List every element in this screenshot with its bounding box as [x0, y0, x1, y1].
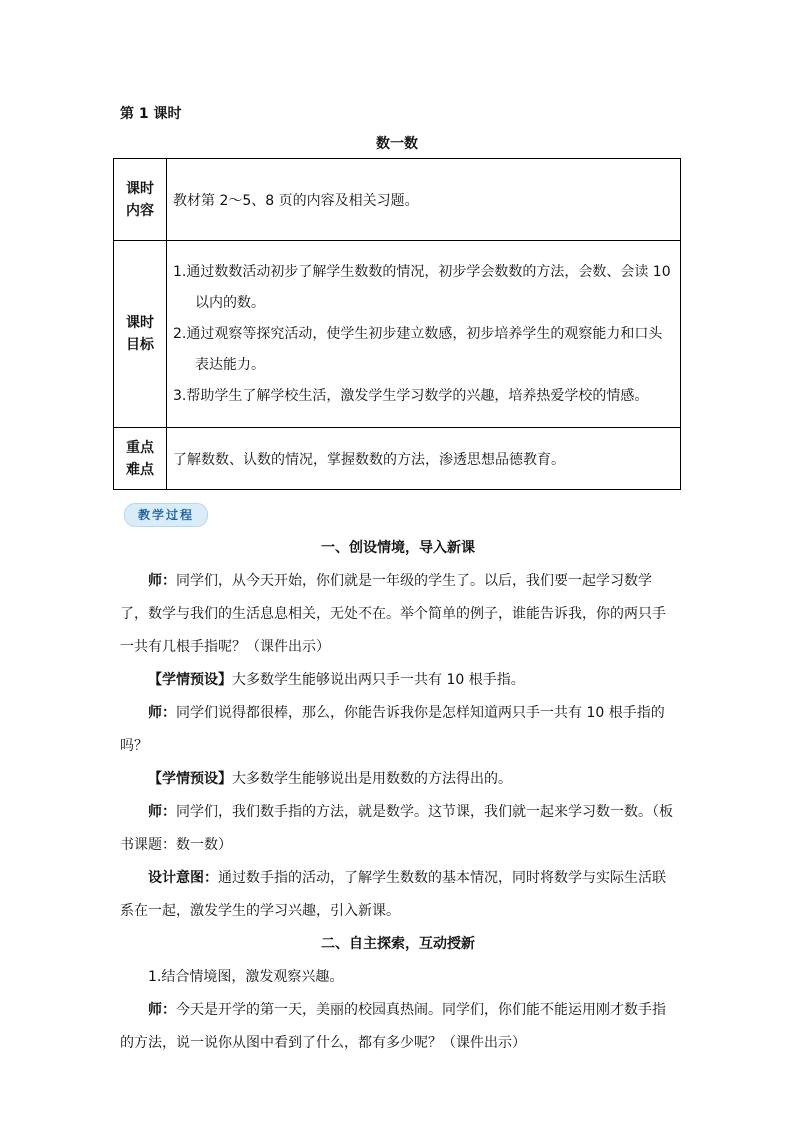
paragraph-text: 通过数手指的活动，了解学生数数的基本情况，同时将数学与实际生活联系在一起，激发学生的学习兴趣，引入新课。	[120, 870, 666, 919]
content-label	[114, 159, 167, 241]
paragraph	[120, 565, 676, 664]
section-heading: 二、自主探索，互动授新	[321, 936, 475, 952]
paragraph	[120, 664, 676, 697]
keypoints-label	[114, 428, 167, 490]
table-row	[114, 241, 681, 428]
paragraph: 1.结合情境图，激发观察兴趣。	[148, 969, 344, 985]
content-label-text: 课时内容	[126, 180, 154, 219]
content-text: 教材第 2～5、8 页的内容及相关习题。	[167, 159, 681, 241]
paragraph-text: 同学们，我们数手指的方法，就是数学。这节课，我们就一起来学习数一数。（板书课题：数一数）	[120, 804, 673, 853]
speaker-label: 师：	[148, 705, 176, 721]
paragraph	[120, 862, 676, 928]
keypoints-text: 了解数数、认数的情况，掌握数数的方法，渗透思想品德教育。	[167, 428, 681, 490]
lesson-title: 数一数	[376, 136, 418, 152]
objective-item: 2.通过观察等探究活动，使学生初步建立数感，初步培养学生的观察能力和口头表达能力。	[173, 325, 663, 373]
objectives-label	[114, 241, 167, 428]
preset-label: 【学情预设】	[148, 672, 232, 688]
objective-item: 3.帮助学生了解学校生活，激发学生学习数学的兴趣，培养热爱学校的情感。	[173, 387, 649, 404]
objectives-list	[167, 241, 681, 428]
paragraph-text: 同学们说得都很棒，那么，你能告诉我你是怎样知道两只手一共有 10 根手指的吗？	[120, 705, 665, 754]
keypoints-label-text: 重点难点	[126, 439, 154, 478]
lesson-body	[120, 532, 676, 1060]
speaker-label: 师：	[148, 1002, 176, 1018]
teaching-process-badge: 教学过程	[124, 503, 208, 527]
preset-label: 【学情预设】	[148, 771, 232, 787]
speaker-label: 师：	[148, 573, 176, 589]
paragraph-text: 今天是开学的第一天，美丽的校园真热闹。同学们，你们能不能运用刚才数手指的方法，说一说你从图中看到了什么，都有多少呢？（课件出示）	[120, 1002, 666, 1051]
paragraph	[120, 994, 676, 1060]
paragraph	[120, 697, 676, 763]
paragraph-text: 大多数学生能够说出是用数数的方法得出的。	[232, 771, 512, 787]
table-row	[114, 159, 681, 241]
paragraph-text: 大多数学生能够说出两只手一共有 10 根手指。	[232, 672, 525, 688]
paragraph-text: 同学们，从今天开始，你们就是一年级的学生了。以后，我们要一起学习数学了，数学与我们的生活息息相关，无处不在。举个简单的例子，谁能告诉我，你的两只手一共有几根手指呢？（课件出示）	[120, 573, 666, 655]
lesson-number: 第 1 课时	[120, 106, 182, 122]
lesson-info-table	[113, 158, 681, 490]
section-heading: 一、创设情境，导入新课	[321, 540, 475, 556]
table-row	[114, 428, 681, 490]
paragraph	[120, 796, 676, 862]
design-intent-label: 设计意图：	[148, 870, 218, 886]
paragraph	[120, 763, 676, 796]
objective-item: 1.通过数数活动初步了解学生数数的情况，初步学会数数的方法，会数、会读 10 以内的数。	[173, 263, 671, 311]
objectives-label-text: 课时目标	[126, 315, 154, 353]
speaker-label: 师：	[148, 804, 176, 820]
